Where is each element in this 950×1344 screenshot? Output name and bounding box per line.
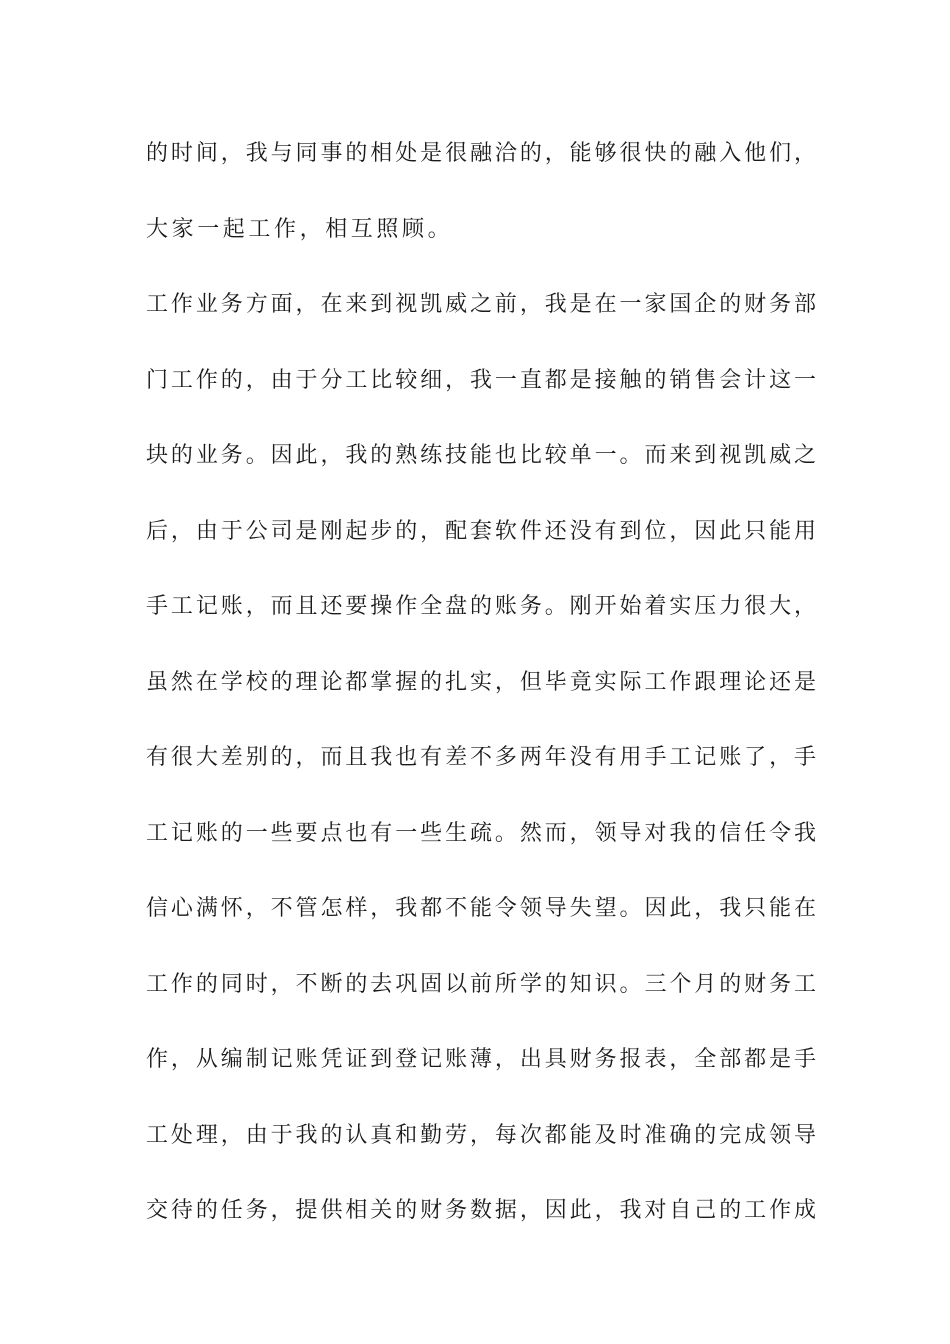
text-line: 作，从编制记账凭证到登记账薄，出具财务报表，全部都是手: [146, 1047, 816, 1072]
text-line: 工记账的一些要点也有一些生疏。然而，领导对我的信任令我: [146, 820, 816, 846]
text-line: 工作业务方面，在来到视凯威之前，我是在一家国企的财务部: [146, 292, 816, 317]
text-line: 信心满怀，不管怎样，我都不能令领导失望。因此，我只能在: [146, 896, 816, 921]
text-line: 手工记账，而且还要操作全盘的账务。刚开始着实压力很大，: [146, 594, 816, 619]
text-line: 虽然在学校的理论都掌握的扎实，但毕竟实际工作跟理论还是: [146, 669, 816, 695]
text-line: 交待的任务，提供相关的财务数据，因此，我对自己的工作成: [146, 1198, 816, 1223]
text-line: 工作的同时，不断的去巩固以前所学的知识。三个月的财务工: [146, 971, 816, 997]
text-line: 块的业务。因此，我的熟练技能也比较单一。而来到视凯威之: [146, 443, 816, 468]
text-line: 有很大差别的，而且我也有差不多两年没有用手工记账了，手: [146, 745, 816, 770]
body-text: [146, 130, 816, 1263]
text-line: 后，由于公司是刚起步的，配套软件还没有到位，因此只能用: [146, 518, 816, 544]
text-line: 工处理，由于我的认真和勤劳，每次都能及时准确的完成领导: [146, 1122, 816, 1148]
text-line: 门工作的，由于分工比较细，我一直都是接触的销售会计这一: [146, 367, 816, 393]
text-line: 大家一起工作，相互照顾。: [146, 216, 454, 242]
text-line: 的时间，我与同事的相处是很融洽的，能够很快的融入他们，: [146, 141, 816, 166]
